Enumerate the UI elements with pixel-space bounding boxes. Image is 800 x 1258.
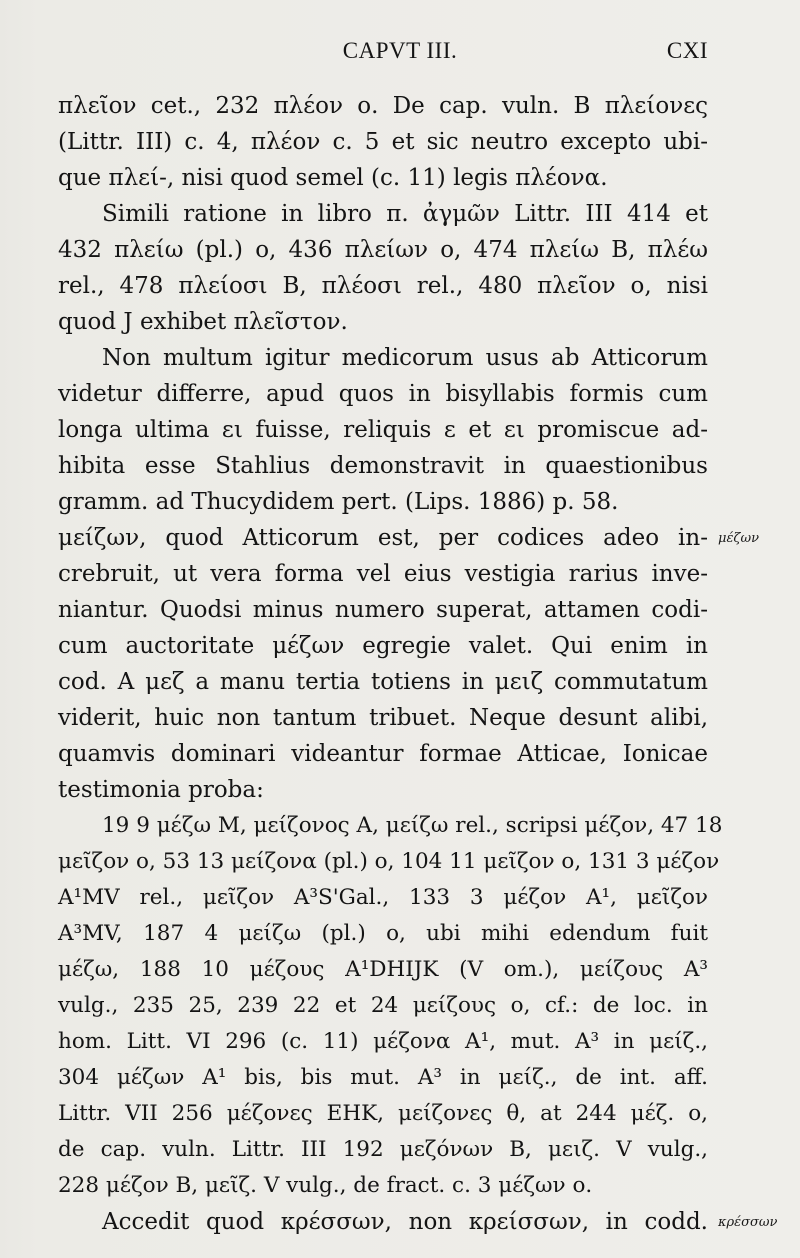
text-line: vulg., 235 25, 239 22 et 24 μείζους ο, cf.: de loc. in (58, 993, 708, 1018)
margin-note: κρέσσων (718, 1215, 778, 1230)
text-line: quod J exhibet πλεῖστον. (58, 309, 348, 335)
text-line: gramm. ad Thucydidem pert. (Lips. 1886) p. 58. (58, 489, 619, 515)
text-line: niantur. Quodsi minus numero superat, attamen codi- (58, 597, 708, 623)
page-number: CXI (666, 38, 708, 63)
text-line: cum auctoritate μέζων egregie valet. Qui enim in (58, 633, 708, 659)
text-line: μεῖζον ο, 53 13 μείζονα (pl.) ο, 104 11 μεῖζον ο, 131 3 μέζον (58, 849, 720, 874)
margin-note: μέζων (718, 531, 759, 546)
text-line: crebruit, ut vera forma vel eius vestigia rarius inve- (58, 561, 708, 587)
text-line: (Littr. III) c. 4, πλέον c. 5 et sic neutro excepto ubi- (58, 129, 708, 155)
text-line: A³MV, 187 4 μείζω (pl.) ο, ubi mihi edendum fuit (58, 921, 708, 946)
text-line: Accedit quod κρέσσων, non κρείσσων, in codd. (102, 1209, 708, 1235)
text-line: μείζων, quod Atticorum est, per codices adeo in- (58, 525, 708, 551)
text-line: A¹MV rel., μεῖζον A³S'Gal., 133 3 μέζον A¹, μεῖζον (58, 885, 708, 910)
text-line: testimonia proba: (58, 777, 264, 803)
text-line: 304 μέζων A¹ bis, bis mut. A³ in μείζ., de int. aff. (58, 1065, 708, 1090)
text-line: que πλεί-, nisi quod semel (c. 11) legis πλέονα. (58, 165, 608, 191)
text-line: hom. Litt. VI 296 (c. 11) μέζονα A¹, mut. A³ in μείζ., (58, 1029, 708, 1054)
chapter-title: CAPVT III. (342, 38, 458, 63)
text-line: de cap. vuln. Littr. III 192 μεζόνων B, μειζ. V vulg., (58, 1137, 708, 1162)
text-line: μέζω, 188 10 μέζους A¹DHIJK (V om.), μείζους A³ (58, 957, 708, 982)
text-line: 228 μέζον B, μεῖζ. V vulg., de fract. c. 3 μέζων ο. (58, 1173, 593, 1198)
text-line: Littr. VII 256 μέζονες EHK, μείζονες θ, at 244 μέζ. ο, (58, 1101, 708, 1126)
text-line: Non multum igitur medicorum usus ab Atticorum (102, 345, 708, 371)
text-line: videtur differre, apud quos in bisyllabis formis cum (58, 381, 708, 407)
text-line: longa ultima ει fuisse, reliquis ε et ει promiscue ad- (58, 417, 708, 443)
running-header (0, 30, 800, 70)
text-line: 19 9 μέζω M, μείζονος A, μείζω rel., scripsi μέζον, 47 18 (102, 813, 723, 838)
text-line: rel., 478 πλείοσι B, πλέοσι rel., 480 πλεῖον ο, nisi (58, 273, 708, 299)
text-line: cod. A μεζ a manu tertia totiens in μειζ commutatum (58, 669, 708, 695)
text-line: πλεῖον cet., 232 πλέον ο. De cap. vuln. B πλείονες (58, 93, 708, 119)
text-body (58, 88, 723, 1240)
text-line: quamvis dominari videantur formae Atticae, Ionicae (58, 741, 708, 767)
text-line: Simili ratione in libro π. ἀγμῶν Littr. III 414 et (102, 201, 708, 227)
text-line: hibita esse Stahlius demonstravit in quaestionibus (58, 453, 708, 479)
text-line: viderit, huic non tantum tribuet. Neque desunt alibi, (58, 705, 708, 731)
text-line: 432 πλείω (pl.) ο, 436 πλείων ο, 474 πλείω B, πλέω (58, 237, 708, 263)
